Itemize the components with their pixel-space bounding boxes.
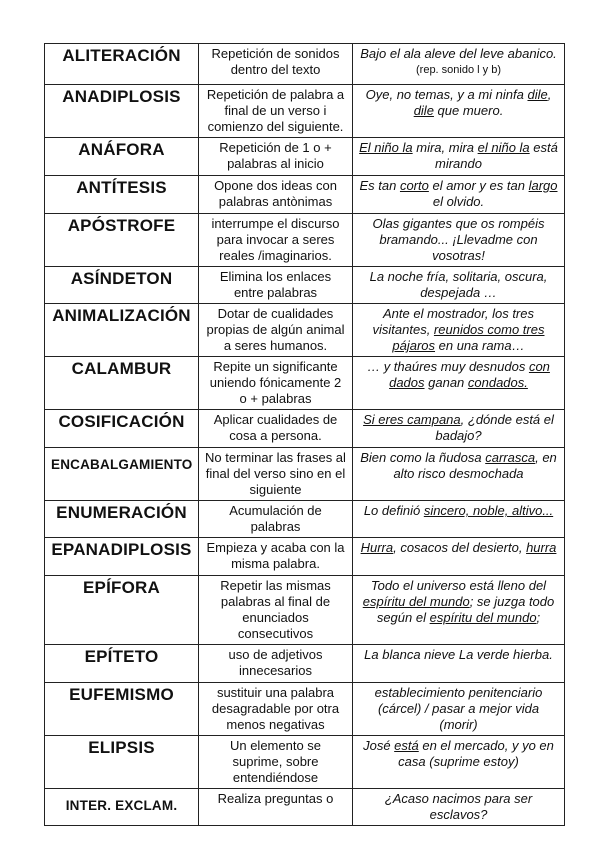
example-text: Oye, no temas, y a mi ninfa (365, 87, 528, 102)
example-highlight: Si eres campana (363, 412, 461, 427)
figure-example (353, 304, 565, 357)
table-row (45, 176, 565, 214)
table-row (45, 357, 565, 410)
figure-term: ELIPSIS (45, 736, 199, 789)
figure-term: EPÍFORA (45, 576, 199, 645)
figure-definition: Un elemento se suprime, sobre entendiéndose (199, 736, 353, 789)
table-row (45, 683, 565, 736)
example-highlight: largo (528, 178, 558, 193)
example-text: el amor y es tan (428, 178, 529, 193)
figure-term: COSIFICACIÓN (45, 410, 199, 448)
example-text: establecimiento penitenciario (cárcel) / pasar a mejor vida (morir) (374, 685, 543, 732)
table-row (45, 448, 565, 501)
example-text: el olvido. (432, 194, 485, 209)
example-highlight: Hurra (360, 540, 394, 555)
figure-term: ASÍNDETON (45, 267, 199, 304)
example-highlight: reunidos como tres pájaros (392, 322, 545, 353)
figure-example (353, 501, 565, 538)
figure-definition: Repetición de 1 o + palabras al inicio (199, 138, 353, 176)
example-highlight: dile (527, 87, 548, 102)
example-text: , cosacos del desierto, (393, 540, 527, 555)
figure-term: EPÍTETO (45, 645, 199, 683)
figure-definition: Repetición de sonidos dentro del texto (199, 44, 353, 85)
example-highlight: espíritu del mundo (362, 594, 470, 609)
figure-term: ANTÍTESIS (45, 176, 199, 214)
figure-example (353, 683, 565, 736)
example-text: Todo el universo está lleno del (370, 578, 547, 593)
example-text: ganan (424, 375, 468, 390)
table-body (45, 44, 565, 826)
example-highlight: el niño la (477, 140, 530, 155)
figure-definition: interrumpe el discurso para invocar a seres reales /imaginarios. (199, 214, 353, 267)
example-text: en el mercado, y yo en casa (suprime estoy) (398, 738, 554, 769)
figure-term: ANADIPLOSIS (45, 85, 199, 138)
figure-example (353, 214, 565, 267)
figure-term: ENCABALGAMIENTO (45, 448, 199, 501)
example-text: Bajo el ala aleve del leve abanico. (360, 46, 557, 61)
example-highlight: corto (399, 178, 429, 193)
table-row (45, 267, 565, 304)
example-highlight: espíritu del mundo (429, 610, 537, 625)
example-text: Es tan (359, 178, 400, 193)
figure-example (353, 736, 565, 789)
example-text: mira, mira (412, 140, 478, 155)
example-text: La noche fría, solitaria, oscura, despejada … (369, 269, 548, 300)
figure-term: EPANADIPLOSIS (45, 538, 199, 576)
figure-term: EUFEMISMO (45, 683, 199, 736)
table-row (45, 85, 565, 138)
figure-example (353, 410, 565, 448)
example-text: ; se juzga todo según el (376, 594, 555, 625)
example-text: Olas gigantes que os rompéis bramando... ¡Llevadme con vosotras! (372, 216, 545, 263)
figure-example (353, 538, 565, 576)
figure-example (353, 645, 565, 683)
figure-definition: Acumulación de palabras (199, 501, 353, 538)
figure-definition: Opone dos ideas con palabras antònimas (199, 176, 353, 214)
figure-example (353, 176, 565, 214)
figure-term: ENUMERACIÓN (45, 501, 199, 538)
figures-table (44, 43, 565, 826)
figure-definition: Elimina los enlaces entre palabras (199, 267, 353, 304)
example-highlight: carrasca (485, 450, 536, 465)
example-text: está mirando (435, 140, 558, 171)
figure-term: CALAMBUR (45, 357, 199, 410)
example-highlight: condados. (467, 375, 528, 390)
figure-term: ALITERACIÓN (45, 44, 199, 85)
figure-definition: Repite un significante uniendo fónicamente 2 o + palabras (199, 357, 353, 410)
example-text: ; (536, 610, 541, 625)
example-highlight: hurra (526, 540, 557, 555)
example-highlight: sincero, noble, altivo... (423, 503, 554, 518)
example-text: en una rama… (435, 338, 525, 353)
example-text: La blanca nieve La verde hierba. (364, 647, 553, 662)
figure-term: INTER. EXCLAM. (45, 789, 199, 826)
example-text: , en alto risco desmochada (393, 450, 557, 481)
figure-definition: No terminar las frases al final del verso sino en el siguiente (199, 448, 353, 501)
example-highlight: El niño la (359, 140, 413, 155)
table-row (45, 410, 565, 448)
figure-example (353, 138, 565, 176)
example-text: , ¿dónde está el badajo? (435, 412, 554, 443)
example-text: Lo definió (363, 503, 424, 518)
example-text: José (363, 738, 395, 753)
table-row (45, 304, 565, 357)
figure-definition: Dotar de cualidades propias de algún animal a seres humanos. (199, 304, 353, 357)
example-text: Ante el mostrador, los tres visitantes, (372, 306, 534, 337)
example-text: ¿Acaso nacimos para ser esclavos? (384, 791, 533, 822)
figure-definition: uso de adjetivos innecesarios (199, 645, 353, 683)
example-text: Bien como la ñudosa (360, 450, 486, 465)
example-highlight: con dados (389, 359, 550, 390)
figure-example (353, 85, 565, 138)
table-row (45, 538, 565, 576)
figure-term: ANIMALIZACIÓN (45, 304, 199, 357)
figure-definition: Empieza y acaba con la misma palabra. (199, 538, 353, 576)
figure-term: APÓSTROFE (45, 214, 199, 267)
figure-example (353, 789, 565, 826)
figure-definition: Repetir las mismas palabras al final de enunciados consecutivos (199, 576, 353, 645)
figure-definition: Realiza preguntas o (199, 789, 353, 826)
figure-term: ANÁFORA (45, 138, 199, 176)
figure-example (353, 44, 565, 85)
figure-definition: Repetición de palabra a final de un verso i comienzo del siguiente. (199, 85, 353, 138)
example-text: , (547, 87, 552, 102)
table-row (45, 576, 565, 645)
table-row (45, 214, 565, 267)
example-text: que muero. (433, 103, 504, 118)
table-row (45, 645, 565, 683)
table-row (45, 44, 565, 85)
figure-example (353, 357, 565, 410)
figure-definition: Aplicar cualidades de cosa a persona. (199, 410, 353, 448)
table-row (45, 736, 565, 789)
figure-example (353, 267, 565, 304)
example-highlight: dile (413, 103, 434, 118)
example-text: … y thaúres muy desnudos (367, 359, 529, 374)
figure-example (353, 576, 565, 645)
figure-definition: sustituir una palabra desagradable por otra menos negativas (199, 683, 353, 736)
figure-example (353, 448, 565, 501)
example-note: (rep. sonido l y b) (416, 64, 501, 76)
table-row (45, 138, 565, 176)
example-highlight: está (394, 738, 419, 753)
table-row (45, 789, 565, 826)
table-row (45, 501, 565, 538)
